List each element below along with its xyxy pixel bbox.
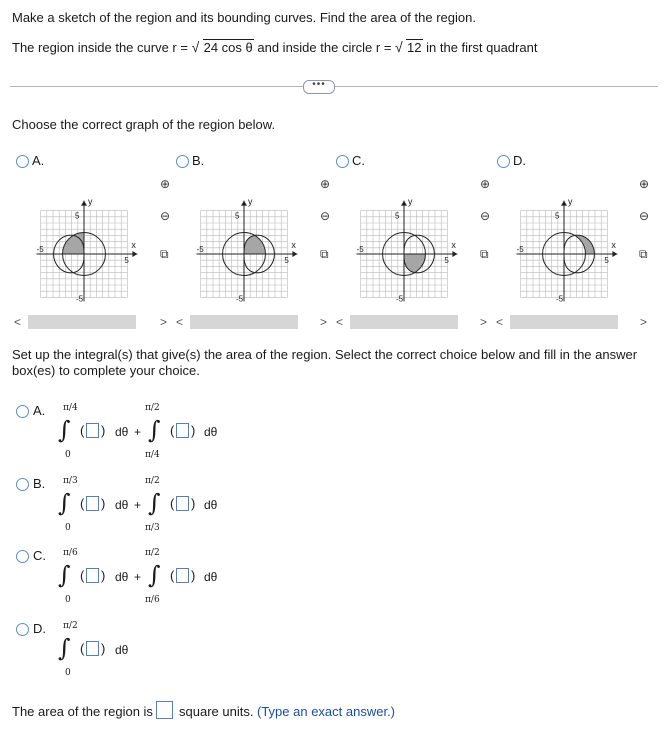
area-hint: (Type an exact answer.) — [257, 704, 396, 719]
tick-label-x5: 5 — [444, 256, 449, 265]
zoom-in-icon-2[interactable]: ⊕ — [320, 177, 331, 191]
axes — [517, 201, 618, 302]
zoom-out-icon-1[interactable]: ⊖ — [160, 209, 171, 223]
integrand-input-2[interactable] — [176, 568, 189, 583]
tick-label-yneg5: -5 — [236, 294, 244, 304]
scroll-left-arrow-c[interactable]: < — [336, 315, 344, 329]
graph-option-radio-3[interactable] — [336, 155, 349, 168]
dtheta-2: dθ — [204, 570, 218, 584]
close-paren-2: ) — [191, 496, 196, 511]
open-paren-2: ( — [170, 423, 175, 438]
tick-label-y5: 5 — [395, 211, 400, 221]
axis-arrows — [81, 201, 137, 257]
zoom-out-icon-4[interactable]: ⊖ — [639, 209, 650, 223]
polar-graph-4 — [516, 178, 630, 304]
tick-label-yneg5: -5 — [556, 294, 564, 304]
close-paren-2: ) — [191, 568, 196, 583]
axis-x-label: x — [291, 240, 296, 250]
instruction-text: Make a sketch of the region and its bounding curves. Find the area of the region. — [12, 10, 476, 25]
scroll-right-arrow-c[interactable]: > — [480, 315, 488, 329]
curve-sqrt: √ 24 cos θ — [191, 39, 253, 55]
graph-option-radio-4[interactable] — [497, 155, 510, 168]
statement-mid: and inside the circle r = — [257, 40, 392, 55]
integral-option-label-4: D. — [33, 621, 46, 636]
polar-graph-3 — [356, 178, 470, 304]
open-paren-2: ( — [170, 568, 175, 583]
integral-option-radio-4[interactable] — [16, 623, 29, 636]
zoom-in-icon-1[interactable]: ⊕ — [160, 177, 171, 191]
integrand-input-2[interactable] — [176, 496, 189, 511]
graph-option-label-4: D. — [513, 153, 526, 168]
plus-sign: + — [134, 425, 142, 439]
scrollbar-c[interactable] — [350, 315, 458, 329]
upper-limit-2: π/2 — [145, 476, 160, 486]
tick-label-xneg5: -5 — [196, 245, 204, 254]
tick-label-y5: 5 — [235, 211, 240, 221]
upper-limit-1: π/3 — [63, 476, 78, 486]
dtheta-1: dθ — [115, 498, 129, 512]
graph-option-label-2: B. — [192, 153, 205, 168]
tick-label-xneg5: -5 — [516, 245, 524, 254]
lower-limit-1: 0 — [65, 595, 71, 605]
integral-sign-2: ∫ — [148, 561, 161, 589]
scroll-right-arrow-b[interactable]: > — [320, 315, 328, 329]
integral-option-radio-2[interactable] — [16, 478, 29, 491]
integral-option-label-1: A. — [33, 403, 46, 418]
integrand-input-1[interactable] — [86, 641, 99, 656]
integral-question: Set up the integral(s) that give(s) the area of the region. Select the correct choice below and fill in the answer box(es) to complete your choice. — [12, 347, 638, 378]
scroll-right-arrow-d[interactable]: > — [640, 315, 648, 329]
scroll-left-arrow-a[interactable]: < — [14, 315, 22, 329]
graph-question: Choose the correct graph of the region below. — [12, 117, 276, 132]
integral-option-label-2: B. — [33, 476, 46, 491]
popout-icon-2[interactable]: ⧉ — [320, 247, 329, 261]
scroll-left-arrow-b[interactable]: < — [176, 315, 184, 329]
close-paren-1: ) — [101, 496, 106, 511]
area-prefix: The area of the region is — [12, 704, 153, 719]
lower-limit-2: π/6 — [145, 595, 160, 605]
scroll-right-arrow-a[interactable]: > — [160, 315, 168, 329]
close-paren-1: ) — [101, 423, 106, 438]
popout-icon-4[interactable]: ⧉ — [639, 247, 648, 261]
upper-limit-2: π/2 — [145, 403, 160, 413]
zoom-in-icon-4[interactable]: ⊕ — [639, 177, 650, 191]
tick-label-xneg5: -5 — [36, 245, 44, 254]
axes — [357, 201, 458, 302]
problem-statement — [12, 40, 537, 55]
curve-expr: 24 cos θ — [203, 40, 253, 55]
polar-graph-1 — [36, 178, 150, 304]
integral-option-radio-3[interactable] — [16, 550, 29, 563]
close-paren-1: ) — [101, 568, 106, 583]
integral-sign-2: ∫ — [148, 416, 161, 444]
open-paren-2: ( — [170, 496, 175, 511]
open-paren-1: ( — [80, 423, 85, 438]
integral-sign-1: ∫ — [58, 561, 71, 589]
popout-icon-1[interactable]: ⧉ — [160, 247, 169, 261]
lower-limit-1: 0 — [65, 450, 71, 460]
zoom-out-icon-3[interactable]: ⊖ — [480, 209, 491, 223]
axis-y-label: y — [248, 196, 253, 207]
integrand-input-1[interactable] — [86, 496, 99, 511]
circle-expr: 12 — [407, 40, 422, 55]
axis-arrows — [401, 201, 457, 257]
integral-sign-2: ∫ — [148, 489, 161, 517]
dtheta-2: dθ — [204, 498, 218, 512]
axis-x-label: x — [451, 240, 456, 250]
axis-y-label: y — [408, 196, 413, 207]
plus-sign: + — [134, 570, 142, 584]
dtheta-1: dθ — [115, 643, 129, 657]
upper-limit-1: π/4 — [63, 403, 78, 413]
close-paren-1: ) — [101, 641, 106, 656]
lower-limit-1: 0 — [65, 523, 71, 533]
integral-sign-1: ∫ — [58, 416, 71, 444]
tick-label-xneg5: -5 — [356, 245, 364, 254]
tick-label-x5: 5 — [604, 256, 609, 265]
area-answer-input[interactable] — [156, 701, 173, 719]
area-units: square units. — [179, 704, 254, 719]
integral-option-radio-1[interactable] — [16, 405, 29, 418]
integral-sign-1: ∫ — [58, 489, 71, 517]
integral-option-label-3: C. — [33, 548, 46, 563]
tick-label-y5: 5 — [555, 211, 560, 221]
axis-y-label: y — [88, 196, 93, 207]
zoom-out-icon-2[interactable]: ⊖ — [320, 209, 331, 223]
integrand-input-1[interactable] — [86, 423, 99, 438]
scroll-left-arrow-d[interactable]: < — [496, 315, 504, 329]
shaded-region — [244, 235, 266, 254]
lower-limit-2: π/4 — [145, 450, 160, 460]
popout-icon-3[interactable]: ⧉ — [480, 247, 489, 261]
shaded-region — [404, 254, 426, 273]
dtheta-1: dθ — [115, 425, 129, 439]
axis-y-label: y — [568, 196, 573, 207]
plus-sign: + — [134, 498, 142, 512]
graph-option-label-3: C. — [352, 153, 365, 168]
statement-prefix: The region inside the curve r = — [12, 40, 188, 55]
tick-label-x5: 5 — [124, 256, 129, 265]
statement-suffix: in the first quadrant — [426, 40, 538, 55]
zoom-in-icon-3[interactable]: ⊕ — [480, 177, 491, 191]
close-paren-2: ) — [191, 423, 196, 438]
polar-graph-2 — [196, 178, 310, 304]
more-button[interactable]: ••• — [303, 80, 335, 94]
tick-label-yneg5: -5 — [396, 294, 404, 304]
graph-option-radio-1[interactable] — [16, 155, 29, 168]
scrollbar-d[interactable] — [510, 315, 618, 329]
integrand-input-1[interactable] — [86, 568, 99, 583]
upper-limit-1: π/2 — [63, 621, 78, 631]
lower-limit-2: π/3 — [145, 523, 160, 533]
graph-option-radio-2[interactable] — [176, 155, 189, 168]
axis-x-label: x — [131, 240, 136, 250]
integrand-input-2[interactable] — [176, 423, 189, 438]
dtheta-2: dθ — [204, 425, 218, 439]
open-paren-1: ( — [80, 496, 85, 511]
open-paren-1: ( — [80, 641, 85, 656]
scrollbar-b[interactable] — [190, 315, 298, 329]
scrollbar-a[interactable] — [28, 315, 136, 329]
tick-label-yneg5: -5 — [76, 294, 84, 304]
lower-limit-1: 0 — [65, 668, 71, 678]
tick-label-y5: 5 — [75, 211, 80, 221]
graph-option-label-1: A. — [32, 153, 45, 168]
tick-label-x5: 5 — [284, 256, 289, 265]
open-paren-1: ( — [80, 568, 85, 583]
dtheta-1: dθ — [115, 570, 129, 584]
circle-sqrt: √ 12 — [395, 39, 422, 55]
axes — [37, 201, 138, 302]
upper-limit-2: π/2 — [145, 548, 160, 558]
integral-sign-1: ∫ — [58, 634, 71, 662]
upper-limit-1: π/6 — [63, 548, 78, 558]
axis-x-label: x — [611, 240, 616, 250]
